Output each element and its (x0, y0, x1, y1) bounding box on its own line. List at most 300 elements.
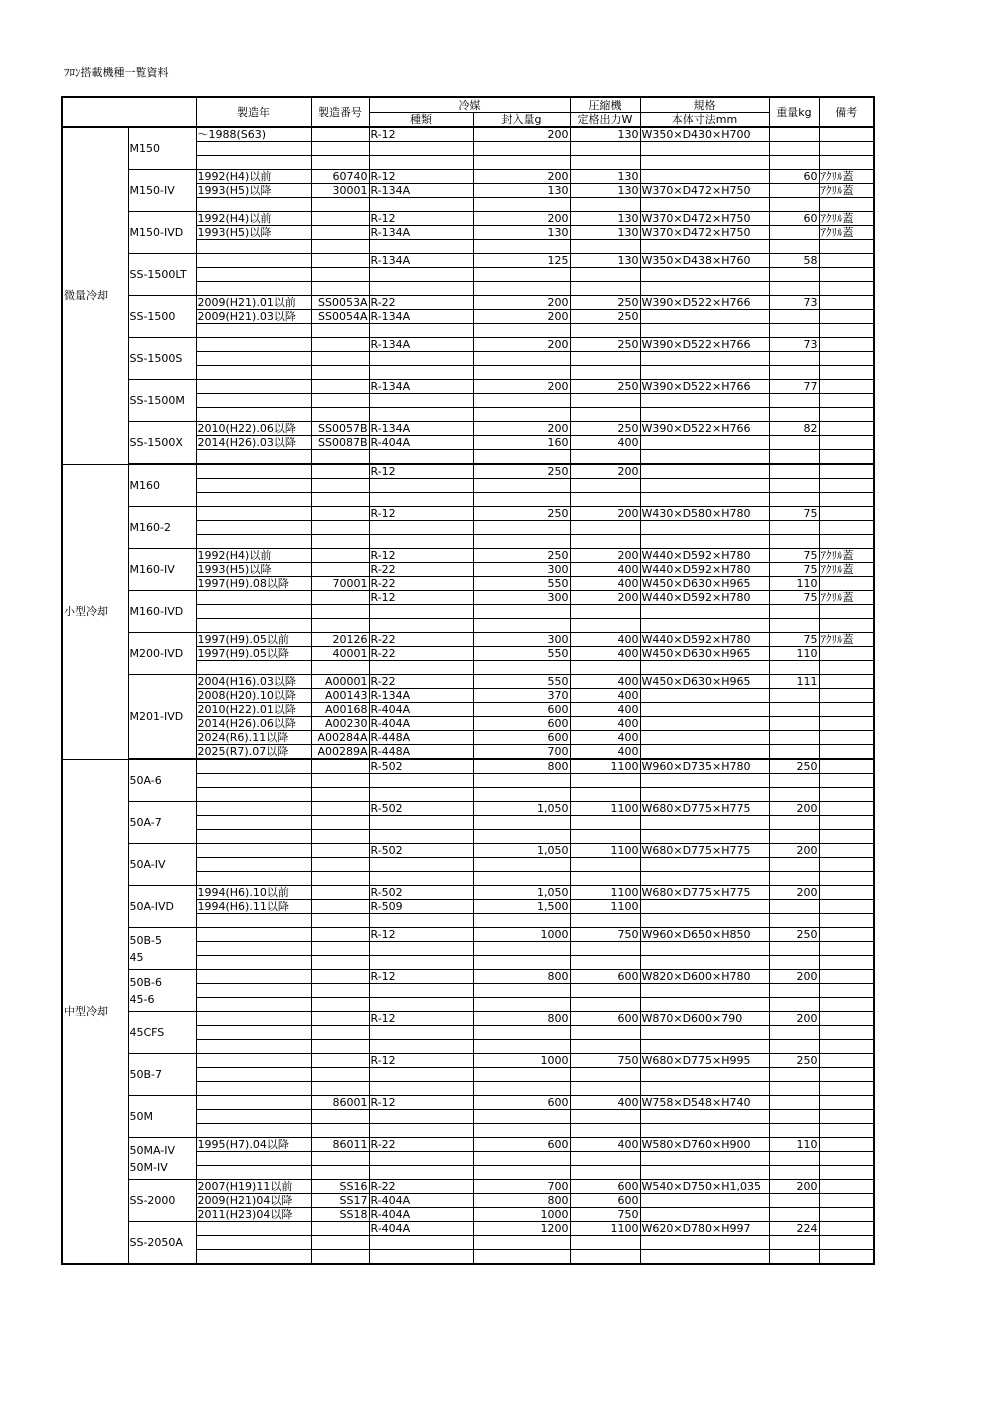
table-cell (640, 479, 769, 493)
table-cell: 200 (570, 591, 640, 605)
table-cell: ｱｸﾘﾙ蓋 (819, 170, 874, 184)
table-cell: 1200 (473, 1222, 570, 1236)
table-cell (311, 142, 369, 156)
table-cell (769, 858, 819, 872)
table-cell (769, 521, 819, 535)
table-cell (819, 647, 874, 661)
model-name: M150 (128, 127, 196, 170)
header-weight: 重量kg (769, 97, 819, 127)
table-row (62, 254, 874, 268)
table-cell (640, 1208, 769, 1222)
table-cell: 1100 (570, 844, 640, 858)
table-cell (473, 788, 570, 802)
table-cell: 250 (473, 464, 570, 479)
table-cell (769, 1152, 819, 1166)
table-cell (196, 366, 311, 380)
table-cell (819, 338, 874, 352)
table-cell (473, 408, 570, 422)
table-cell (311, 493, 369, 507)
table-cell (769, 661, 819, 675)
table-cell (369, 998, 473, 1012)
table-cell (819, 1054, 874, 1068)
table-cell (196, 240, 311, 254)
table-cell (640, 788, 769, 802)
table-cell (311, 324, 369, 338)
table-cell (819, 394, 874, 408)
table-cell (819, 352, 874, 366)
table-cell (769, 1096, 819, 1110)
table-cell: ～1988(S63) (196, 127, 311, 142)
table-cell: R-12 (369, 170, 473, 184)
table-cell (640, 198, 769, 212)
table-cell (196, 156, 311, 170)
table-cell (196, 521, 311, 535)
table-cell (570, 352, 640, 366)
table-cell: R-22 (369, 633, 473, 647)
model-name: 50A-IV (128, 844, 196, 886)
table-cell (473, 1082, 570, 1096)
table-cell (196, 1124, 311, 1138)
table-cell (769, 352, 819, 366)
table-cell: A00001 (311, 675, 369, 689)
table-cell (473, 324, 570, 338)
table-cell: 200 (473, 422, 570, 436)
table-row (62, 380, 874, 394)
table-cell (311, 1054, 369, 1068)
table-cell: 370 (473, 689, 570, 703)
table-cell (769, 366, 819, 380)
table-cell (570, 240, 640, 254)
table-cell (819, 1236, 874, 1250)
model-name: SS-1500LT (128, 254, 196, 296)
table-cell (369, 1250, 473, 1265)
table-cell (196, 450, 311, 465)
table-cell: A00143 (311, 689, 369, 703)
table-cell (640, 1026, 769, 1040)
table-cell: W680×D775×H775 (640, 886, 769, 900)
table-cell (819, 464, 874, 479)
table-cell: 1997(H9).08以降 (196, 577, 311, 591)
table-cell (369, 1124, 473, 1138)
table-cell (570, 619, 640, 633)
table-cell: 250 (473, 507, 570, 521)
table-cell: SS0054A (311, 310, 369, 324)
table-cell (640, 619, 769, 633)
table-cell (369, 914, 473, 928)
table-cell (769, 1026, 819, 1040)
table-row (62, 844, 874, 858)
table-cell (473, 1152, 570, 1166)
table-cell: R-448A (369, 745, 473, 760)
table-cell: R-12 (369, 1012, 473, 1026)
table-cell: 700 (473, 1180, 570, 1194)
table-cell (819, 1222, 874, 1236)
model-name: M200-IVD (128, 633, 196, 675)
table-cell: R-22 (369, 1180, 473, 1194)
table-cell (769, 1236, 819, 1250)
table-cell (196, 1110, 311, 1124)
table-cell: W370×D472×H750 (640, 212, 769, 226)
table-cell (369, 1110, 473, 1124)
table-cell: W440×D592×H780 (640, 591, 769, 605)
table-cell (570, 479, 640, 493)
table-cell (819, 1250, 874, 1265)
header-notes: 備考 (819, 97, 874, 127)
table-cell (196, 324, 311, 338)
table-cell: A00230 (311, 717, 369, 731)
model-name: 45CFS (128, 1012, 196, 1054)
table-cell (311, 563, 369, 577)
table-cell (769, 1250, 819, 1265)
table-cell (369, 605, 473, 619)
table-cell (369, 408, 473, 422)
table-cell: 130 (570, 170, 640, 184)
table-cell (473, 998, 570, 1012)
table-cell (369, 1166, 473, 1180)
table-cell: 110 (769, 1138, 819, 1152)
table-cell: R-12 (369, 970, 473, 984)
table-cell: W390×D522×H766 (640, 296, 769, 310)
table-cell: 1000 (473, 1208, 570, 1222)
table-cell: R-134A (369, 338, 473, 352)
table-cell (311, 1012, 369, 1026)
table-cell: W390×D522×H766 (640, 380, 769, 394)
table-cell (640, 1124, 769, 1138)
table-cell (311, 984, 369, 998)
table-cell (311, 268, 369, 282)
table-cell: R-404A (369, 1222, 473, 1236)
table-cell (570, 493, 640, 507)
table-cell (769, 408, 819, 422)
table-cell (819, 408, 874, 422)
table-cell: W430×D580×H780 (640, 507, 769, 521)
table-cell (196, 338, 311, 352)
table-cell (819, 1166, 874, 1180)
table-cell: 300 (473, 563, 570, 577)
table-cell: 250 (570, 380, 640, 394)
table-cell: 600 (570, 970, 640, 984)
table-cell (311, 886, 369, 900)
table-cell: 1993(H5)以降 (196, 226, 311, 240)
table-cell: ｱｸﾘﾙ蓋 (819, 591, 874, 605)
table-cell (311, 226, 369, 240)
table-cell (640, 1068, 769, 1082)
table-cell (640, 1152, 769, 1166)
table-cell: 200 (570, 507, 640, 521)
table-cell (473, 450, 570, 465)
table-cell (819, 1082, 874, 1096)
table-cell (369, 1026, 473, 1040)
table-cell (473, 521, 570, 535)
table-cell (769, 142, 819, 156)
table-cell (196, 1054, 311, 1068)
table-cell: SS0087B (311, 436, 369, 450)
table-cell: R-134A (369, 254, 473, 268)
table-cell (311, 970, 369, 984)
table-cell: 60740 (311, 170, 369, 184)
table-cell (196, 956, 311, 970)
table-cell: R-134A (369, 226, 473, 240)
table-cell: 75 (769, 549, 819, 563)
table-cell: R-134A (369, 689, 473, 703)
model-name: SS-1500S (128, 338, 196, 380)
table-cell: 400 (570, 633, 640, 647)
table-cell (819, 1096, 874, 1110)
table-cell: ｱｸﾘﾙ蓋 (819, 212, 874, 226)
table-cell (769, 493, 819, 507)
table-row (62, 1180, 874, 1194)
table-cell (311, 366, 369, 380)
table-cell (196, 844, 311, 858)
group-label: 小型冷却 (62, 464, 128, 759)
table-cell (819, 1110, 874, 1124)
model-name: SS-2000 (128, 1180, 196, 1222)
table-cell (570, 830, 640, 844)
table-cell (819, 956, 874, 970)
model-name: 50B-7 (128, 1054, 196, 1096)
table-row (62, 422, 874, 436)
table-cell (769, 830, 819, 844)
table-cell (769, 956, 819, 970)
table-row (62, 338, 874, 352)
table-cell (819, 928, 874, 942)
table-cell: 200 (473, 170, 570, 184)
table-cell (769, 605, 819, 619)
table-cell: SS18 (311, 1208, 369, 1222)
table-cell (769, 240, 819, 254)
table-cell (819, 900, 874, 914)
table-cell: 75 (769, 507, 819, 521)
table-cell: 200 (769, 1180, 819, 1194)
table-cell (640, 689, 769, 703)
table-cell (819, 675, 874, 689)
table-cell (570, 1110, 640, 1124)
table-cell (196, 858, 311, 872)
table-cell: ｱｸﾘﾙ蓋 (819, 549, 874, 563)
table-cell (196, 1152, 311, 1166)
table-cell (311, 900, 369, 914)
table-cell: W758×D548×H740 (640, 1096, 769, 1110)
model-name: 50M (128, 1096, 196, 1138)
header-ref-amount: 封入量g (473, 113, 570, 128)
table-cell (369, 1040, 473, 1054)
table-cell: 1100 (570, 886, 640, 900)
table-cell (769, 184, 819, 198)
table-cell: 2009(H21)04以降 (196, 1194, 311, 1208)
table-cell (196, 479, 311, 493)
table-cell (369, 1068, 473, 1082)
model-name: M160-IV (128, 549, 196, 591)
table-cell: 60 (769, 212, 819, 226)
table-cell (311, 1166, 369, 1180)
model-name: 50A-6 (128, 759, 196, 802)
table-cell (369, 521, 473, 535)
table-cell: 400 (570, 1138, 640, 1152)
table-cell (473, 872, 570, 886)
table-cell (369, 240, 473, 254)
table-cell (819, 507, 874, 521)
model-name: SS-2050A (128, 1222, 196, 1265)
table-cell: R-502 (369, 759, 473, 774)
group-label: 中型冷却 (62, 759, 128, 1264)
table-cell (196, 282, 311, 296)
table-cell: 750 (570, 1054, 640, 1068)
table-row (62, 886, 874, 900)
table-cell (640, 170, 769, 184)
table-cell (769, 268, 819, 282)
table-cell (819, 1012, 874, 1026)
table-cell (311, 380, 369, 394)
table-cell (473, 816, 570, 830)
table-cell: 111 (769, 675, 819, 689)
table-cell: A00168 (311, 703, 369, 717)
table-cell: 200 (769, 844, 819, 858)
table-cell: W370×D472×H750 (640, 184, 769, 198)
table-cell (819, 970, 874, 984)
table-cell (311, 858, 369, 872)
table-cell: 600 (570, 1180, 640, 1194)
table-cell: W450×D630×H965 (640, 675, 769, 689)
table-cell: R-12 (369, 464, 473, 479)
table-cell (769, 717, 819, 731)
table-cell: 400 (570, 703, 640, 717)
table-cell (196, 142, 311, 156)
table-cell (570, 324, 640, 338)
table-cell: A00289A (311, 745, 369, 760)
table-cell (819, 619, 874, 633)
table-cell: 200 (473, 380, 570, 394)
table-cell (769, 619, 819, 633)
table-cell (311, 479, 369, 493)
table-cell (473, 352, 570, 366)
table-cell: R-22 (369, 577, 473, 591)
table-cell (369, 816, 473, 830)
table-cell: 130 (473, 226, 570, 240)
table-cell (311, 408, 369, 422)
table-cell (769, 1124, 819, 1138)
table-cell (769, 689, 819, 703)
table-cell (473, 956, 570, 970)
table-cell (819, 1068, 874, 1082)
table-row (62, 127, 874, 142)
table-cell: 130 (473, 184, 570, 198)
table-cell (369, 956, 473, 970)
table-cell (819, 872, 874, 886)
table-cell (819, 156, 874, 170)
table-cell (196, 661, 311, 675)
table-cell (369, 352, 473, 366)
table-cell: 200 (473, 212, 570, 226)
table-cell (369, 282, 473, 296)
table-cell (640, 872, 769, 886)
table-cell (473, 268, 570, 282)
table-cell: 600 (473, 1138, 570, 1152)
table-cell: 200 (769, 886, 819, 900)
table-cell (640, 535, 769, 549)
table-cell (819, 858, 874, 872)
table-cell (311, 1236, 369, 1250)
table-cell (570, 1152, 640, 1166)
table-cell: R-12 (369, 1096, 473, 1110)
table-cell (570, 661, 640, 675)
table-cell: 20126 (311, 633, 369, 647)
table-row (62, 1054, 874, 1068)
table-cell (769, 324, 819, 338)
table-cell: R-502 (369, 802, 473, 816)
table-cell: 86001 (311, 1096, 369, 1110)
table-cell: R-404A (369, 703, 473, 717)
table-cell (819, 1124, 874, 1138)
table-cell (311, 212, 369, 226)
table-cell (819, 774, 874, 788)
table-cell (196, 928, 311, 942)
table-cell (570, 282, 640, 296)
table-cell: 250 (769, 928, 819, 942)
table-cell: 2014(H26).06以降 (196, 717, 311, 731)
table-cell (769, 774, 819, 788)
table-cell (473, 942, 570, 956)
table-row (62, 170, 874, 184)
table-cell: W350×D430×H700 (640, 127, 769, 142)
table-cell: 400 (570, 1096, 640, 1110)
table-cell (311, 1124, 369, 1138)
table-cell (640, 464, 769, 479)
table-cell: R-134A (369, 380, 473, 394)
model-name: SS-1500X (128, 422, 196, 465)
table-cell (570, 521, 640, 535)
table-cell: 110 (769, 577, 819, 591)
table-cell (570, 1026, 640, 1040)
table-cell (819, 198, 874, 212)
table-cell (640, 521, 769, 535)
table-cell (473, 914, 570, 928)
table-cell (311, 830, 369, 844)
table-cell: 200 (769, 1012, 819, 1026)
table-cell: W620×D780×H997 (640, 1222, 769, 1236)
table-cell: 800 (473, 1012, 570, 1026)
table-row (62, 549, 874, 563)
table-cell: R-509 (369, 900, 473, 914)
table-cell (196, 1082, 311, 1096)
table-cell: 200 (769, 802, 819, 816)
table-cell: 73 (769, 296, 819, 310)
table-cell (311, 394, 369, 408)
table-cell (769, 872, 819, 886)
table-cell (640, 324, 769, 338)
table-cell (819, 605, 874, 619)
table-cell (769, 900, 819, 914)
table-cell (311, 254, 369, 268)
header-refrigerant: 冷媒 (369, 97, 570, 113)
table-cell (311, 605, 369, 619)
table-cell: W440×D592×H780 (640, 633, 769, 647)
table-cell (311, 464, 369, 479)
table-cell: 300 (473, 591, 570, 605)
table-cell (640, 830, 769, 844)
table-cell: 600 (473, 731, 570, 745)
table-row (62, 928, 874, 942)
table-cell: R-448A (369, 731, 473, 745)
table-cell (473, 479, 570, 493)
table-cell: 600 (473, 703, 570, 717)
header-year: 製造年 (196, 97, 311, 127)
table-cell (769, 745, 819, 760)
table-cell (570, 198, 640, 212)
table-cell: 1995(H7).04以降 (196, 1138, 311, 1152)
table-row (62, 464, 874, 479)
table-cell (570, 142, 640, 156)
table-cell (819, 745, 874, 760)
